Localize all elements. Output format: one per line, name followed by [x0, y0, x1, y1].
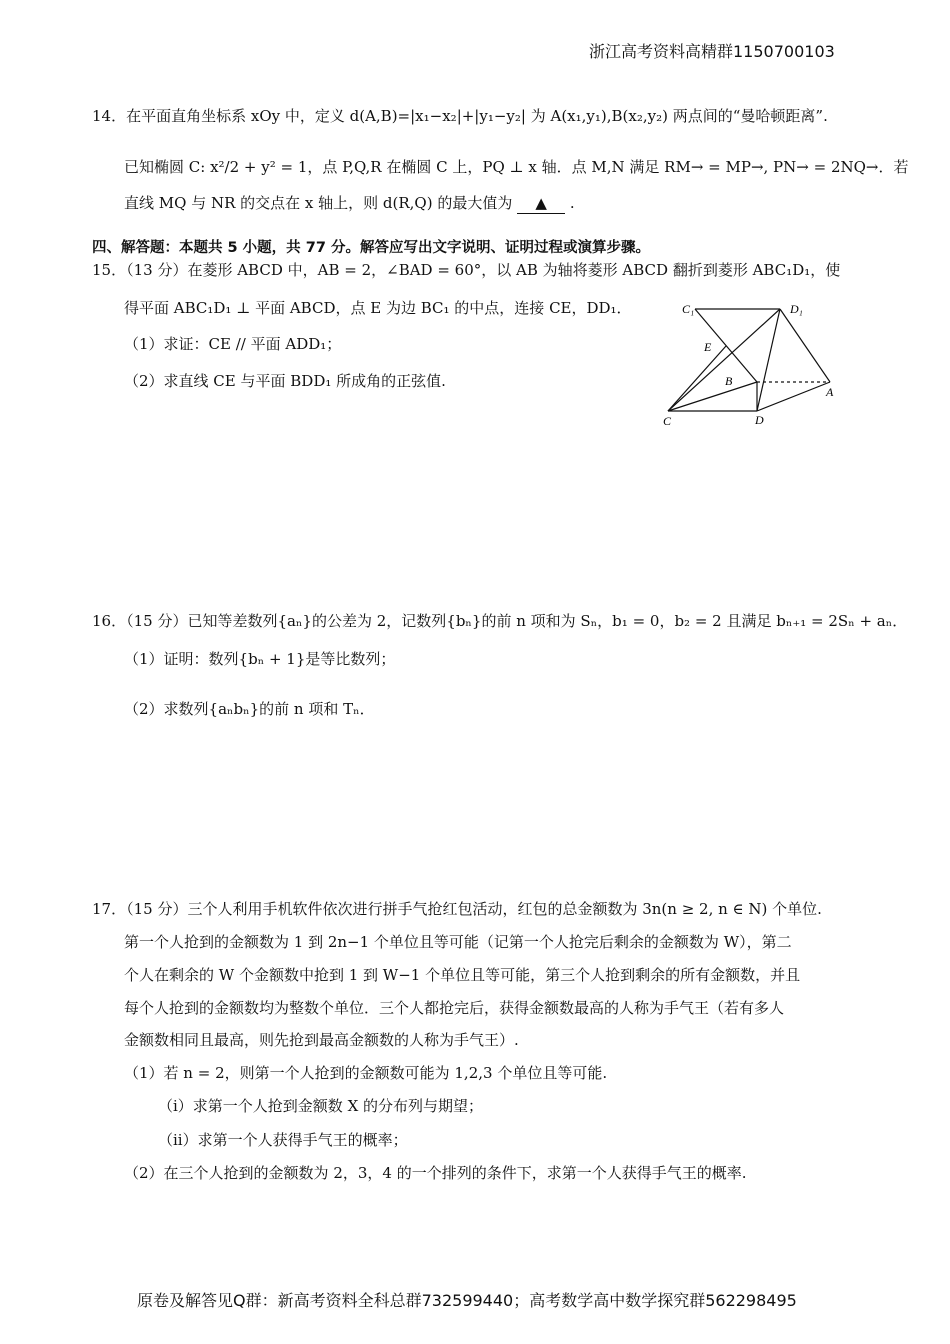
q15-part1: （1）求证：CE // 平面 ADD₁； [124, 335, 342, 353]
q16-part2: （2）求数列{aₙbₙ}的前 n 项和 Tₙ． [124, 700, 375, 718]
label-b: B [725, 374, 733, 388]
q15-part2: （2）求直线 CE 与平面 BDD₁ 所成角的正弦值. [124, 372, 446, 390]
q14-line2: 已知椭圆 C: x²/2 + y² = 1，点 P,Q,R 在椭圆 C 上，PQ ⊥ x 轴．点 M,N 满足 RM→ = MP→, PN→ = 2NQ→．若 [124, 158, 909, 176]
section-4-title: 四、解答题：本题共 5 小题，共 77 分。解答应写出文字说明、证明过程或演算步骤。 [92, 240, 650, 256]
q17-line5: 金额数相同且最高，则先抢到最高金额数的人称为手气王）. [124, 1031, 519, 1049]
q15-figure [650, 298, 850, 433]
q17-part1-i: （i）求第一个人抢到金额数 X 的分布列与期望； [158, 1097, 484, 1115]
q16-part1: （1）证明：数列{bₙ + 1}是等比数列； [124, 650, 396, 668]
label-a: A [826, 385, 834, 399]
q14-line3-end: . [569, 194, 575, 212]
answer-blank: ▲ [517, 193, 565, 214]
q17-line2: 第一个人抢到的金额数为 1 到 2n−1 个单位且等可能（记第一个人抢完后剩余的金额数为 W），第二 [124, 933, 792, 951]
label-d1: D₁ [790, 302, 803, 316]
q17-line1: 17．（15 分）三个人利用手机软件依次进行拼手气抢红包活动，红包的总金额数为 3n(n ≥ 2, n ∈ N) 个单位. [92, 900, 822, 918]
edge-d-a [757, 382, 830, 411]
footer-note: 原卷及解答见Q群：新高考资料全科总群732599440；高考数学高中数学探究群562298495 [137, 1291, 797, 1310]
q15-line2: 得平面 ABC₁D₁ ⊥ 平面 ABCD，点 E 为边 BC₁ 的中点，连接 CE，DD₁． [124, 299, 632, 317]
edge-d1-c [668, 309, 780, 411]
header-note: 浙江高考资料高精群1150700103 [589, 42, 835, 61]
q15-line1: 15．（13 分）在菱形 ABCD 中，AB = 2，∠BAD = 60°，以 AB 为轴将菱形 ABCD 翻折到菱形 ABC₁D₁，使 [92, 261, 841, 279]
q17-part1: （1）若 n = 2，则第一个人抢到的金额数可能为 1,2,3 个单位且等可能. [124, 1064, 608, 1082]
label-e: E [704, 340, 712, 354]
edge-d1-d [757, 309, 780, 411]
q17-part1-ii: （ii）求第一个人获得手气王的概率； [158, 1131, 408, 1149]
label-c1: C₁ [682, 302, 695, 316]
q14-line3 [124, 193, 575, 214]
q14-line3-text: 直线 MQ 与 NR 的交点在 x 轴上，则 d(R,Q) 的最大值为 [124, 194, 513, 212]
q17-part2: （2）在三个人抢到的金额数为 2，3，4 的一个排列的条件下，求第一个人获得手气王的概率. [124, 1164, 747, 1182]
q14-line1: 14．在平面直角坐标系 xOy 中，定义 d(A,B)=|x₁−x₂|+|y₁−y₂| 为 A(x₁,y₁),B(x₂,y₂) 两点间的“曼哈顿距离”. [92, 107, 828, 125]
q17-line3: 个人在剩余的 W 个金额数中抢到 1 到 W−1 个单位且等可能，第三个人抢到剩余的所有金额数，并且 [124, 966, 801, 984]
label-d: D [755, 413, 764, 427]
q16-line1: 16．（15 分）已知等差数列{aₙ}的公差为 2，记数列{bₙ}的前 n 项和为 Sₙ，b₁ = 0，b₂ = 2 且满足 bₙ₊₁ = 2Sₙ + aₙ． [92, 612, 908, 630]
q17-line4: 每个人抢到的金额数均为整数个单位．三个人都抢完后，获得金额数最高的人称为手气王（若有多人 [124, 999, 785, 1017]
edge-d1-a [780, 309, 830, 382]
label-c: C [663, 414, 672, 428]
